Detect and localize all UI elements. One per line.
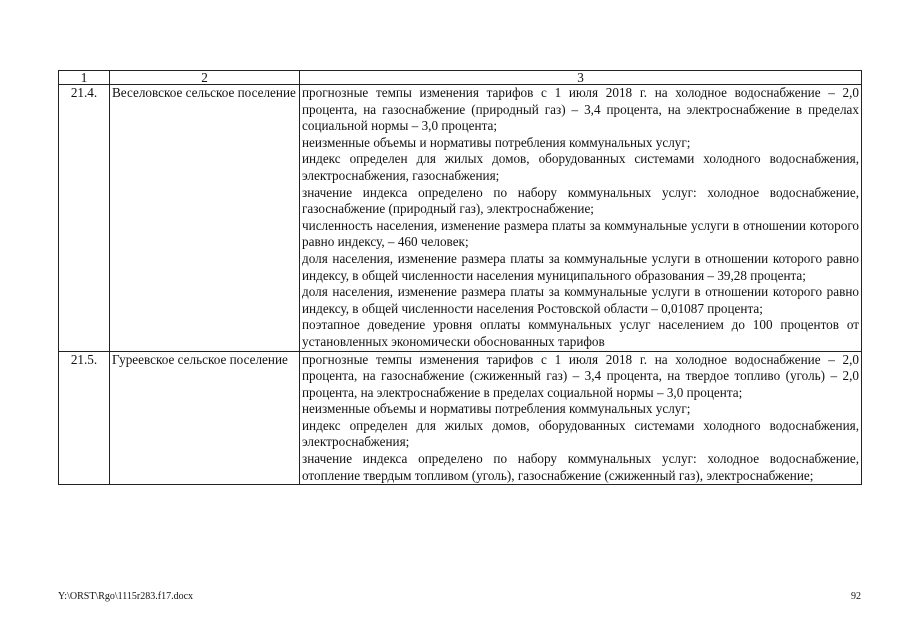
description-paragraph: прогнозные темпы изменения тарифов с 1 июля 2018 г. на холодное водоснабжение – 2,0 процента, на газоснабжение (сжиженный газ) – 3,4 процента, на твердое топливо (уголь) – 2,0 процента, на электроснабжение в пределах социальной нормы – 3,0 процента; <box>302 351 859 400</box>
table-header-row <box>59 71 862 85</box>
description-paragraph: значение индекса определено по набору коммунальных услуг: холодное водоснабжение, отопление твердым топливом (уголь), газоснабжение (сжиженный газ), электроснабжение; <box>302 451 859 483</box>
description-paragraph: прогнозные темпы изменения тарифов с 1 июля 2018 г. на холодное водоснабжение – 2,0 процента, на газоснабжение (природный газ) – 3,4 процента, на электроснабжение в пределах социальной нормы – 3,0 процента; <box>302 85 859 134</box>
table-row <box>59 351 862 485</box>
header-cell-2: 2 <box>110 71 300 85</box>
header-cell-3: 3 <box>300 71 862 85</box>
description-paragraph: значение индекса определено по набору коммунальных услуг: холодное водоснабжение, газоснабжение (природный газ), электроснабжение; <box>302 184 859 217</box>
description-paragraph: индекс определен для жилых домов, оборудованных системами холодного водоснабжения, электроснабжения, газоснабжения; <box>302 151 859 183</box>
row-number: 21.4. <box>59 85 110 352</box>
description-paragraph: неизменные объемы и нормативы потребления коммунальных услуг; <box>302 134 691 150</box>
table-row <box>59 85 862 352</box>
row-number: 21.5. <box>59 351 110 485</box>
description-paragraph: доля населения, изменение размера платы за коммунальные услуги в отношении которого равно индексу, в общей численности населения муниципального образования – 39,28 процента; <box>302 250 859 283</box>
row-description <box>300 85 862 352</box>
row-description <box>300 351 862 485</box>
description-paragraph: численность населения, изменение размера платы за коммунальные услуги в отношении которого равно индексу, – 460 человек; <box>302 217 859 250</box>
settlement-name: Гуреевское сельское поселение <box>110 351 300 485</box>
footer-page-number: 92 <box>851 591 861 602</box>
description-paragraph: индекс определен для жилых домов, оборудованных системами холодного водоснабжения, электроснабжения; <box>302 417 859 450</box>
description-paragraph: доля населения, изменение размера платы за коммунальные услуги в отношении которого равно индексу, в общей численности населения Ростовской области – 0,01087 процента; <box>302 284 859 316</box>
settlement-name: Веселовское сельское поселение <box>110 85 300 352</box>
data-table <box>58 70 862 485</box>
description-paragraph: неизменные объемы и нормативы потребления коммунальных услуг; <box>302 401 691 417</box>
header-cell-1: 1 <box>59 71 110 85</box>
footer-file-path: Y:\ORST\Rgo\1115r283.f17.docx <box>58 591 194 602</box>
description-paragraph: поэтапное доведение уровня оплаты коммунальных услуг населением до 100 процентов от установленных экономически обоснованных тарифов <box>302 317 859 349</box>
